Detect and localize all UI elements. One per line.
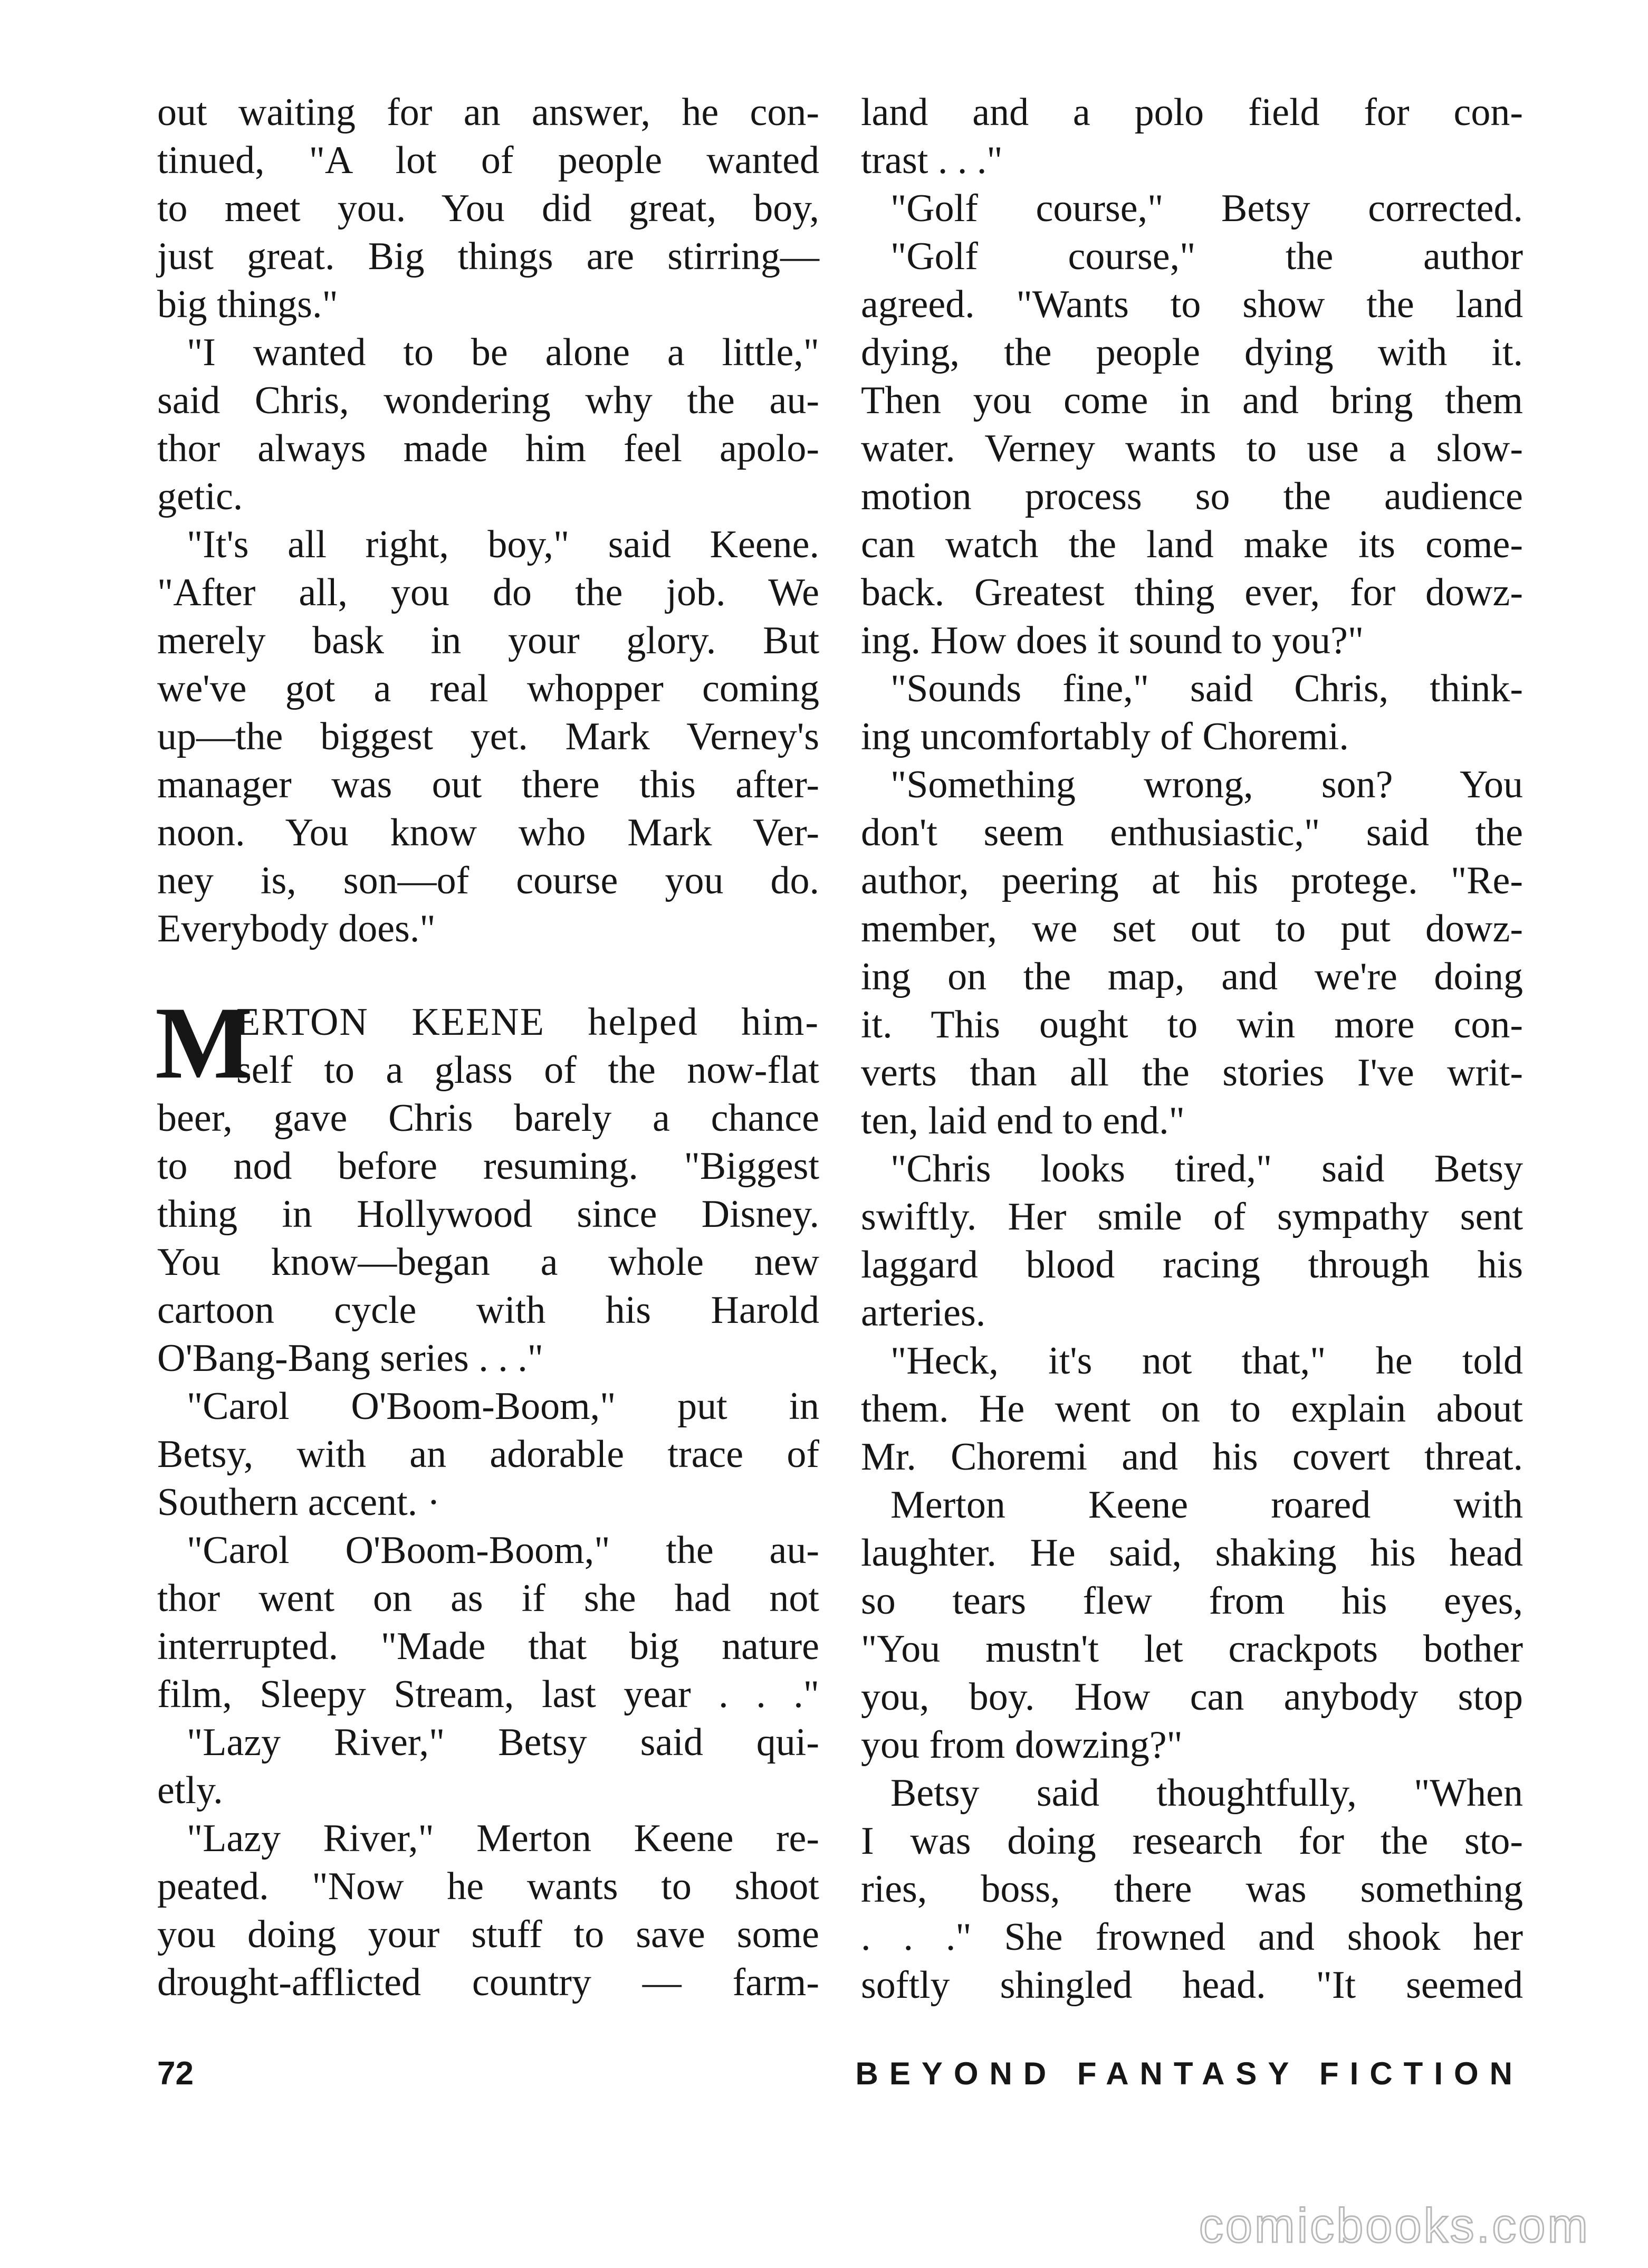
text-line: "Lazy River," Betsy said qui- bbox=[187, 1721, 819, 1764]
text-line: ten, laid end to end." bbox=[861, 1099, 1185, 1142]
text-line: etly. bbox=[157, 1769, 223, 1812]
text-line: thor went on as if she had not bbox=[157, 1577, 819, 1620]
text-line: "Carol O'Boom-Boom," the au- bbox=[187, 1529, 819, 1572]
left-text-column bbox=[157, 89, 819, 2007]
text-line: them. He went on to explain about bbox=[861, 1387, 1523, 1431]
text-line: you doing your stuff to save some bbox=[157, 1913, 819, 1956]
text-line: "It's all right, boy," said Keene. bbox=[187, 523, 819, 566]
text-line: beer, gave Chris barely a chance bbox=[157, 1097, 819, 1140]
text-line: ing uncomfortably of Choremi. bbox=[861, 715, 1349, 758]
text-line: back. Greatest thing ever, for dowz- bbox=[861, 571, 1523, 614]
text-line: water. Verney wants to use a slow- bbox=[861, 427, 1523, 470]
text-line: cartoon cycle with his Harold bbox=[157, 1289, 819, 1332]
text-line: agreed. "Wants to show the land bbox=[861, 283, 1523, 326]
text-line: You know—began a whole new bbox=[157, 1241, 819, 1284]
text-line: Merton Keene roared with bbox=[890, 1483, 1523, 1527]
text-line: "Heck, it's not that," he told bbox=[890, 1339, 1523, 1383]
page-number: 72 bbox=[157, 2055, 194, 2092]
text-line: said Chris, wondering why the au- bbox=[157, 379, 819, 422]
text-line: motion process so the audience bbox=[861, 475, 1523, 518]
text-line: Betsy, with an adorable trace of bbox=[157, 1433, 819, 1476]
text-line: getic. bbox=[157, 475, 243, 518]
text-line: Southern accent. · bbox=[157, 1481, 440, 1524]
text-line: thor always made him feel apolo- bbox=[157, 427, 819, 470]
text-line: peated. "Now he wants to shoot bbox=[157, 1865, 819, 1908]
text-line: thing in Hollywood since Disney. bbox=[157, 1193, 819, 1236]
text-line: big things." bbox=[157, 283, 338, 326]
text-line: "Sounds fine," said Chris, think- bbox=[890, 667, 1523, 710]
text-line: so tears flew from his eyes, bbox=[861, 1579, 1523, 1623]
text-line: ing. How does it sound to you?" bbox=[861, 619, 1364, 662]
text-line: you from dowzing?" bbox=[861, 1723, 1183, 1767]
text-line: softly shingled head. "It seemed bbox=[861, 1964, 1523, 2007]
text-line: "Something wrong, son? You bbox=[890, 763, 1523, 806]
text-line: land and a polo field for con- bbox=[861, 91, 1523, 134]
drop-cap: M bbox=[155, 986, 253, 1100]
section-break bbox=[157, 953, 819, 998]
text-line: member, we set out to put dowz- bbox=[861, 907, 1523, 950]
text-line: "Lazy River," Merton Keene re- bbox=[187, 1817, 819, 1860]
text-line: merely bask in your glory. But bbox=[157, 619, 819, 662]
dropcap-paragraph bbox=[155, 986, 819, 1100]
text-line: laggard blood racing through his bbox=[861, 1243, 1523, 1287]
text-line: ney is, son—of course you do. bbox=[157, 859, 819, 902]
text-line: interrupted. "Made that big nature bbox=[157, 1625, 819, 1668]
right-text-column bbox=[861, 89, 1523, 2009]
text-line: don't seem enthusiastic," said the bbox=[861, 811, 1523, 854]
text-line: to meet you. You did great, boy, bbox=[157, 187, 819, 230]
text-line: laughter. He said, shaking his head bbox=[861, 1531, 1523, 1575]
text-line: arteries. bbox=[861, 1291, 986, 1335]
text-line: tinued, "A lot of people wanted bbox=[157, 139, 819, 182]
text-line: self to a glass of the now-flat bbox=[236, 1049, 819, 1092]
text-line: manager was out there this after- bbox=[157, 763, 819, 806]
text-line: . . ." She frowned and shook her bbox=[861, 1916, 1523, 1959]
text-line: verts than all the stories I've writ- bbox=[861, 1051, 1523, 1094]
text-line: Mr. Choremi and his covert threat. bbox=[861, 1435, 1523, 1479]
text-line: you, boy. How can anybody stop bbox=[861, 1675, 1523, 1719]
text-line: "Golf course," the author bbox=[890, 235, 1523, 278]
text-line: ing on the map, and we're doing bbox=[861, 955, 1523, 998]
text-line: up—the biggest yet. Mark Verney's bbox=[157, 715, 819, 758]
text-line: O'Bang-Bang series . . ." bbox=[157, 1337, 544, 1380]
text-line: just great. Big things are stirring— bbox=[157, 235, 819, 278]
text-line: ERTON KEENE helped him- bbox=[236, 1000, 819, 1044]
text-line: "Chris looks tired," said Betsy bbox=[890, 1147, 1523, 1190]
text-line: we've got a real whopper coming bbox=[157, 667, 819, 710]
site-watermark: comicbooks.com bbox=[1199, 2199, 1590, 2253]
text-line: Then you come in and bring them bbox=[861, 379, 1523, 422]
text-line: noon. You know who Mark Ver- bbox=[157, 811, 819, 854]
text-line: "Carol O'Boom-Boom," put in bbox=[187, 1385, 819, 1428]
text-line: Everybody does." bbox=[157, 907, 436, 950]
text-line: "You mustn't let crackpots bother bbox=[861, 1627, 1523, 1671]
text-line: swiftly. Her smile of sympathy sent bbox=[861, 1195, 1523, 1238]
page-footer bbox=[157, 2053, 1524, 2095]
text-line: it. This ought to win more con- bbox=[861, 1003, 1523, 1046]
text-line: can watch the land make its come- bbox=[861, 523, 1523, 566]
text-line: drought-afflicted country — farm- bbox=[157, 1961, 819, 2004]
text-line: "Golf course," Betsy corrected. bbox=[890, 187, 1523, 230]
text-line: author, peering at his protege. "Re- bbox=[861, 859, 1523, 902]
text-line: Betsy said thoughtfully, "When bbox=[890, 1771, 1523, 1815]
text-line: film, Sleepy Stream, last year . . ." bbox=[157, 1673, 819, 1716]
text-line: "I wanted to be alone a little," bbox=[187, 331, 819, 374]
text-line: ries, boss, there was something bbox=[861, 1867, 1523, 1911]
text-line: out waiting for an answer, he con- bbox=[157, 91, 819, 134]
text-line: "After all, you do the job. We bbox=[157, 571, 819, 614]
text-line: dying, the people dying with it. bbox=[861, 331, 1523, 374]
running-footer-title: BEYOND FANTASY FICTION bbox=[855, 2056, 1524, 2091]
text-line: I was doing research for the sto- bbox=[861, 1819, 1523, 1863]
text-line: trast . . ." bbox=[861, 139, 1003, 182]
text-line: to nod before resuming. "Biggest bbox=[157, 1145, 819, 1188]
